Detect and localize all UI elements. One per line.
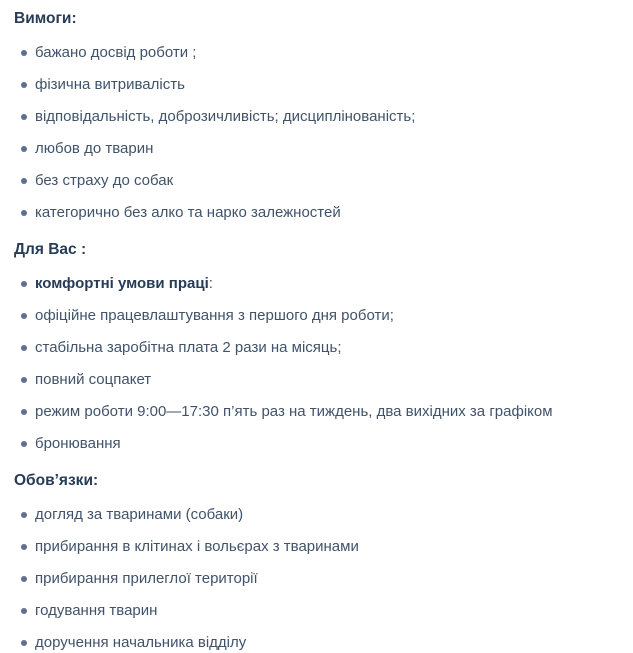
- section-heading-text: Вимоги: [14, 10, 72, 27]
- list-item-text: стабільна заробітна плата 2 рази на місяць;: [35, 339, 342, 356]
- list-item: [21, 569, 613, 589]
- list-item-text: прибирання прилеглої території: [35, 570, 258, 587]
- list-item-text: повний соцпакет: [35, 371, 152, 388]
- list-item-text: любов до тварин: [35, 140, 154, 157]
- list-item-text: фізична витривалість: [35, 76, 185, 93]
- list-item-text: годування тварин: [35, 602, 158, 619]
- list-item-text: режим роботи 9:00—17:30 п’ять раз на тиждень, два вихідних за графіком: [35, 403, 553, 420]
- list-item: [21, 139, 613, 159]
- list-item: [21, 633, 613, 653]
- list-item-text: відповідальність, доброзичливість; дисциплінованість;: [35, 108, 416, 125]
- list-item: [21, 107, 613, 127]
- list-item: [21, 402, 613, 422]
- list-item: [21, 370, 613, 390]
- list-item-text: бронювання: [35, 435, 121, 452]
- list-item-text: без страху до собак: [35, 172, 174, 189]
- list-item-text: доручення начальника відділу: [35, 634, 247, 651]
- list-item-text: категорично без алко та нарко залежностей: [35, 204, 341, 221]
- section-heading-text: Для Вас: [14, 241, 77, 258]
- list-item: [21, 203, 613, 223]
- list-item: [21, 505, 613, 525]
- list-item: [21, 434, 613, 454]
- list-item: [21, 338, 613, 358]
- benefits-list: [14, 274, 613, 454]
- list-item-text: прибирання в клітинах і вольєрах з тваринами: [35, 538, 359, 555]
- list-item: [21, 537, 613, 557]
- list-item: [21, 43, 613, 63]
- list-item: [21, 75, 613, 95]
- list-item-text: бажано досвід роботи ;: [35, 44, 197, 61]
- section-heading-colon: :: [92, 472, 99, 489]
- section-heading-colon: :: [76, 241, 87, 258]
- list-item: [21, 601, 613, 621]
- section-heading-requirements: [14, 9, 613, 29]
- list-item: [21, 306, 613, 326]
- section-heading-for-you: [14, 240, 613, 260]
- section-heading-text: Обов’язки: [14, 472, 93, 489]
- list-item-suffix: :: [208, 275, 213, 292]
- list-item: [21, 171, 613, 191]
- list-item: [21, 274, 613, 294]
- section-heading-duties: [14, 471, 613, 491]
- section-heading-colon: :: [71, 10, 77, 27]
- list-item-text-bold: комфортні умови праці: [35, 275, 209, 292]
- list-item-text: офіційне працевлаштування з першого дня роботи;: [35, 307, 394, 324]
- duties-list: [14, 505, 613, 653]
- list-item-text: догляд за тваринами (собаки): [35, 506, 244, 523]
- requirements-list: [14, 43, 613, 223]
